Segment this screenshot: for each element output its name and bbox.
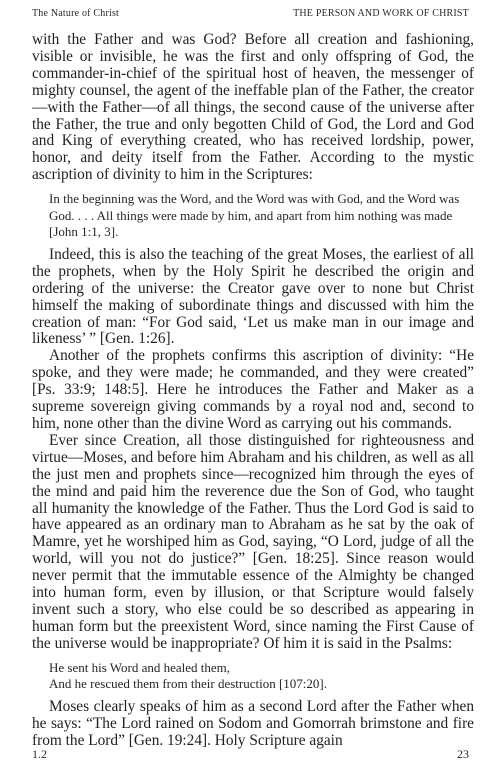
paragraph-4: Ever since Creation, all those distinguished for righteousness and virtue—Moses, and before him Abraham and his children, as well as all the just men and prophets since—recognized him through the eyes of the mind and paid him the reverence due the Son of God, who taught all humanity the knowledge of the Father. Thus the Lord God is said to have appeared as an ordinary man to Abraham as he sat by the oak of Mamre, yet he worshiped him as God, saying, “O Lord, judge of all the world, will you not do justice?” [Gen. 18:25]. Since reason would never permit that the immutable essence of the Almighty be changed into human form, even by illusion, or that Scripture would falsely invent such a story, who else could be so described as appearing in human form but the preexistent Word, since naming the First Cause of the universe would be inappropriate? Of him it is said in the Psalms:	[32, 431, 474, 652]
paragraph-3: Another of the prophets confirms this ascription of divinity: “He spoke, and they were made; he commanded, and they were created” [Ps. 33:9; 148:5]. Here he introduces the Father and Maker as a supreme sovereign giving commands by a royal nod and, second to him, none other than the divine Word as carrying out his commands.	[32, 347, 474, 432]
page-body	[32, 32, 474, 750]
quote-psalm-line-2: And he rescued them from their destruction [107:20].	[49, 676, 327, 692]
chapter-title: THE PERSON AND WORK OF CHRIST	[293, 8, 469, 19]
page-number: 23	[457, 747, 469, 761]
paragraph-5: Moses clearly speaks of him as a second Lord after the Father when he says: “The Lord rained on Sodom and Gomorrah brimstone and fire from the Lord” [Gen. 19:24]. Holy Scripture again	[32, 697, 474, 749]
section-title: The Nature of Christ	[32, 8, 120, 19]
page-footer	[32, 747, 469, 763]
section-number: 1.2	[32, 747, 47, 761]
paragraph-2: Indeed, this is also the teaching of the great Moses, the earliest of all the prophets, when by the Holy Spirit he described the origin and ordering of the universe: the Creator gave over to none but Christ himself the making of subordinate things and discussed with him the creation of man: “For God said, ‘Let us make man in our image and likeness’ ” [Gen. 1:26].	[32, 245, 474, 348]
running-header	[32, 8, 469, 22]
block-quote-john	[49, 191, 474, 241]
paragraph-1: with the Father and was God? Before all creation and fashioning, visible or invisible, he was the first and only offspring of God, the commander-in-chief of the spiritual host of heaven, the messenger of mighty counsel, the agent of the ineffable plan of the Father, the creator—with the Father—of all things, the second cause of the universe after the Father, the true and only begotten Child of God, the Lord and God and King of everything created, who has received lordship, power, honor, and deity itself from the Father. According to the mystic ascription of divinity to him in the Scriptures:	[32, 31, 474, 184]
quote-psalm-line-1: He sent his Word and healed them,	[49, 659, 231, 675]
block-quote-psalm	[49, 660, 474, 693]
quote-john-text: In the beginning was the Word, and the Word was with God, and the Word was God. . . . All things were made by him, and apart from him nothing was made [John 1:1, 3].	[49, 191, 460, 240]
